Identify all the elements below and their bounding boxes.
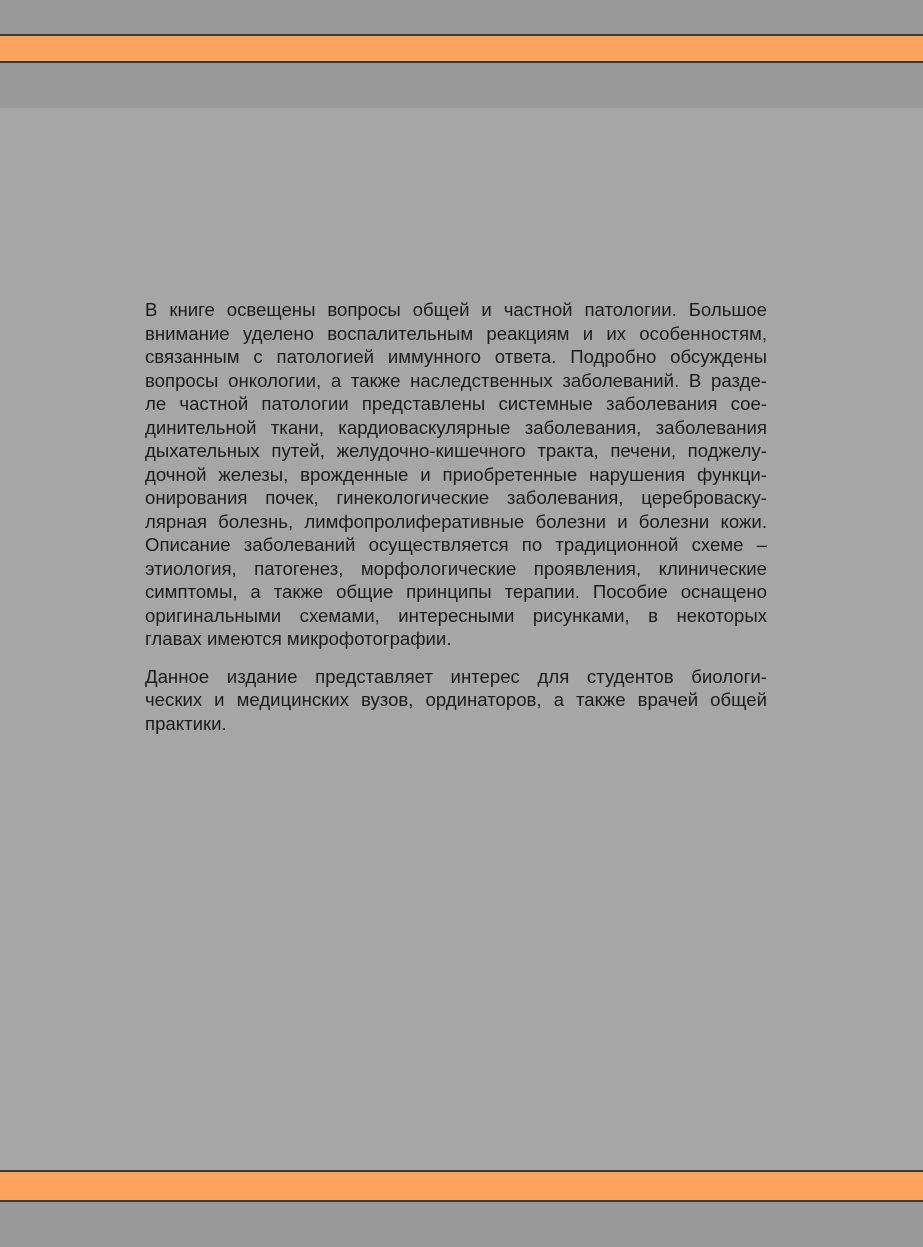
text-line: Данное издание представляет интерес для студентов биологи- bbox=[145, 665, 767, 687]
text-line: ле частной патологии представлены системные заболевания сое- bbox=[145, 393, 767, 414]
text-line: оригинальными схемами, интересными рисунками, в некоторых bbox=[145, 604, 767, 626]
text-line: дыхательных путей, желудочно-кишечного тракта, печени, поджелу- bbox=[145, 440, 767, 461]
annotation-paragraph-2 bbox=[145, 665, 767, 736]
text-line: динительной ткани, кардиоваскулярные заболевания, заболевания bbox=[145, 416, 767, 438]
annotation-text bbox=[145, 298, 767, 735]
text-line: симптомы, а также общие принципы терапии. Пособие оснащено bbox=[145, 581, 767, 602]
text-line: этиология, патогенез, морфологические проявления, клинические bbox=[145, 557, 767, 579]
text-line: онирования почек, гинекологические заболевания, цереброваску- bbox=[145, 487, 767, 508]
text-line: ческих и медицинских вузов, ординаторов, а также врачей общей bbox=[145, 689, 767, 710]
text-line: дочной железы, врожденные и приобретенные нарушения функци- bbox=[145, 463, 767, 485]
text-line: Описание заболеваний осуществляется по традиционной схеме – bbox=[145, 534, 767, 555]
top-grey-band bbox=[0, 0, 923, 34]
text-line: вопросы онкологии, а также наследственных заболеваний. В разде- bbox=[145, 369, 767, 391]
top-grey-band-lower bbox=[0, 63, 923, 108]
text-line: главах имеются микрофотографии. bbox=[145, 628, 452, 649]
bottom-grey-band bbox=[0, 1202, 923, 1247]
annotation-paragraph-1 bbox=[145, 298, 767, 651]
text-line: В книге освещены вопросы общей и частной патологии. Большое bbox=[145, 299, 767, 320]
text-line: внимание уделено воспалительным реакциям и их особенностям, bbox=[145, 322, 767, 344]
top-orange-stripe bbox=[0, 34, 923, 63]
text-line: практики. bbox=[145, 712, 227, 734]
bottom-orange-stripe bbox=[0, 1170, 923, 1202]
text-line: лярная болезнь, лимфопролиферативные болезни и болезни кожи. bbox=[145, 510, 767, 532]
text-line: связанным с патологией иммунного ответа. Подробно обсуждены bbox=[145, 346, 767, 367]
